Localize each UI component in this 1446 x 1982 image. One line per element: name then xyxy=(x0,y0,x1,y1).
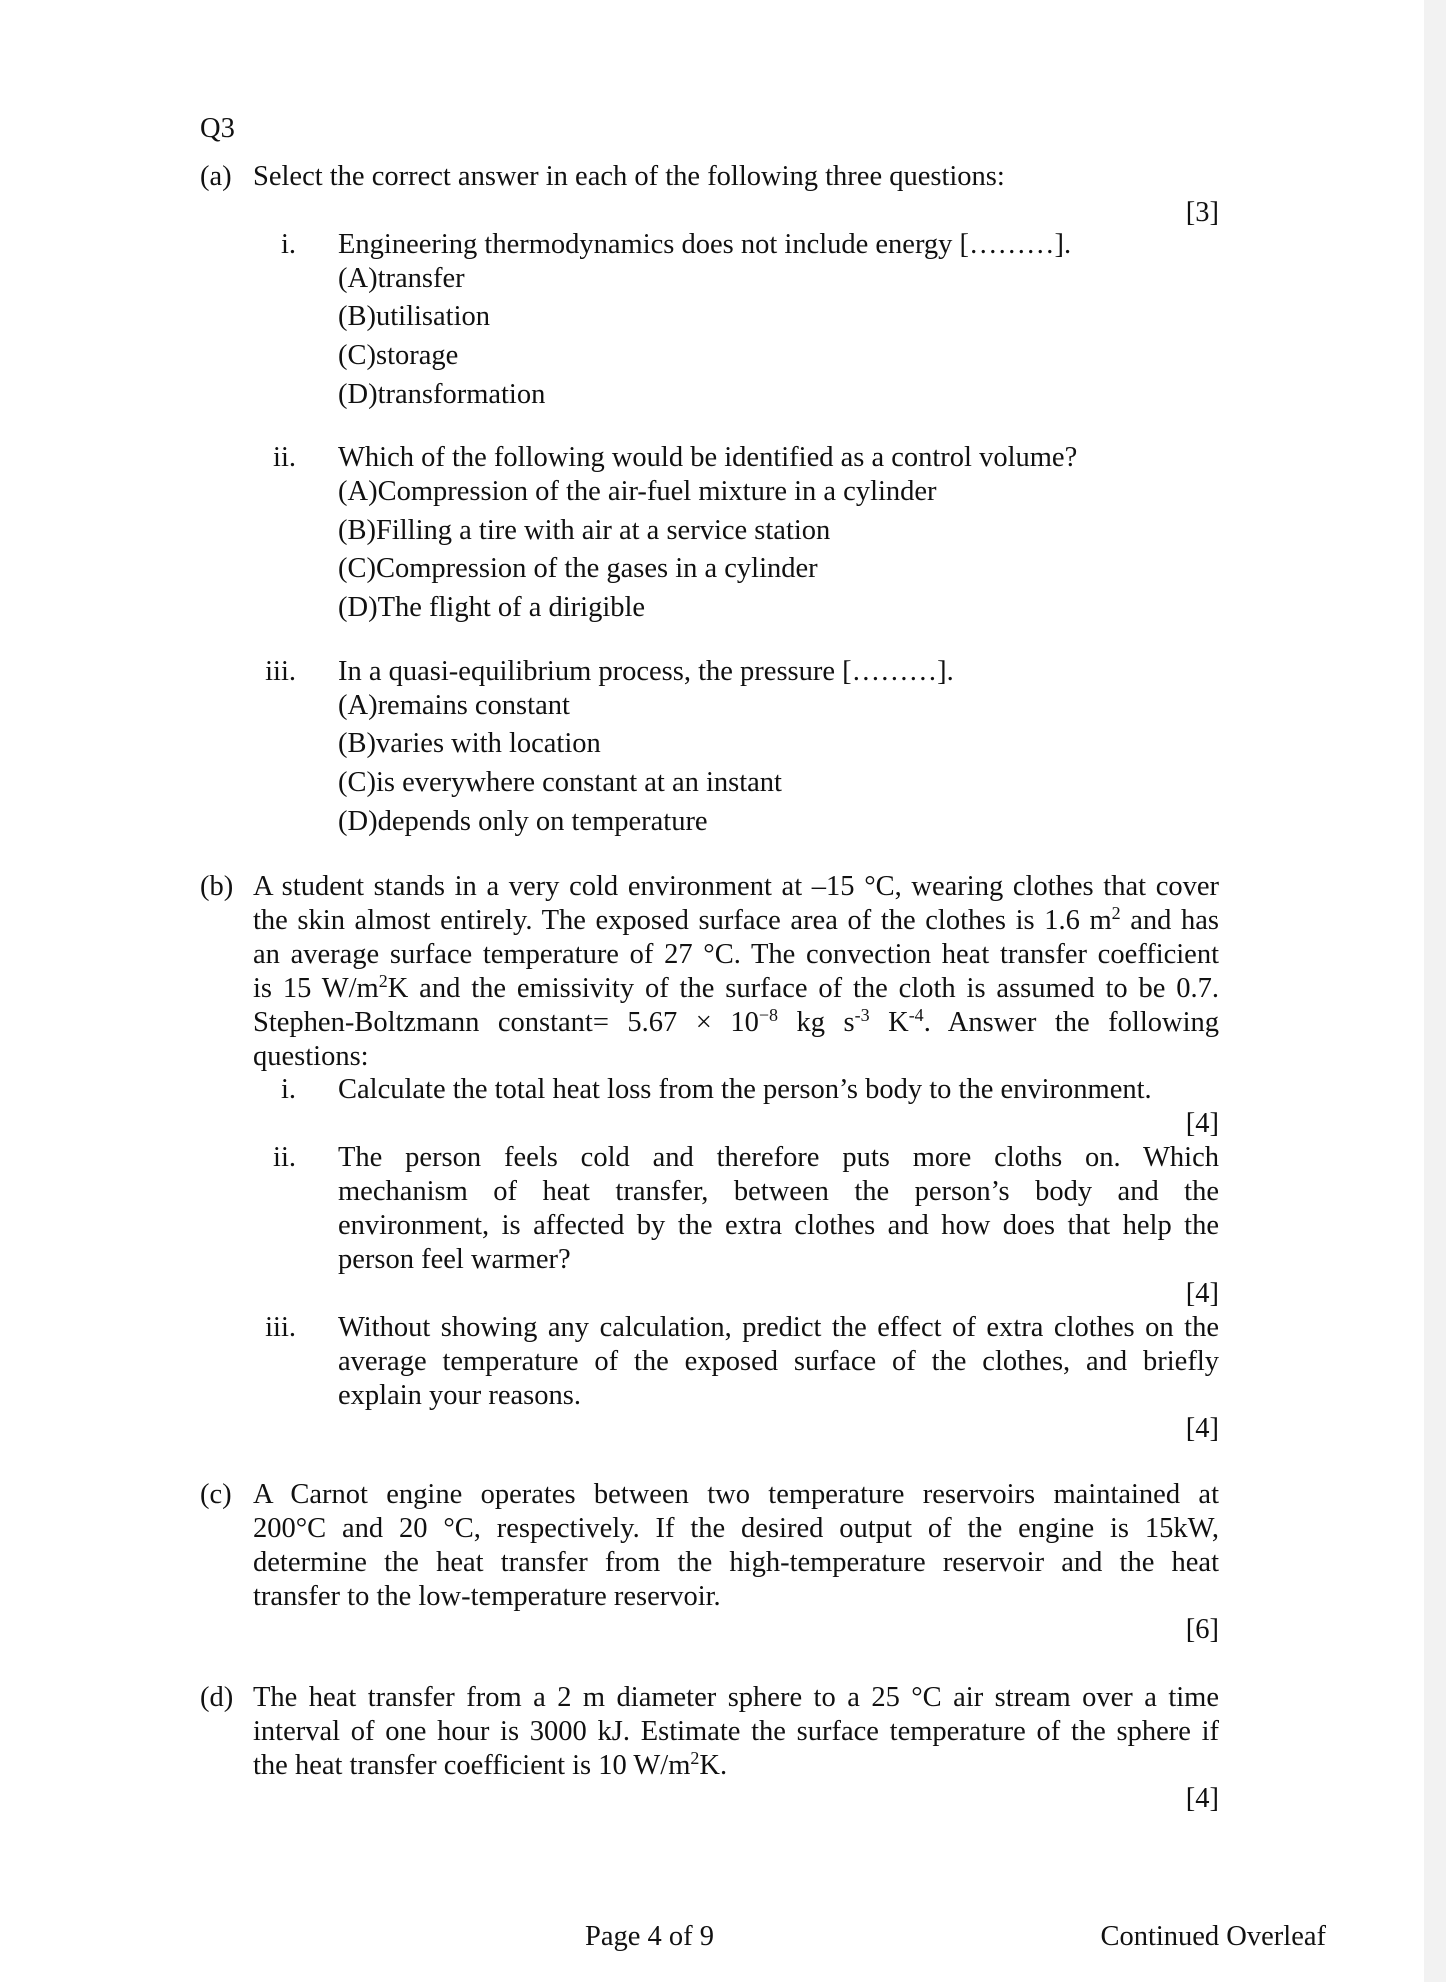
part-a-stem: Select the correct answer in each of the following three questions: xyxy=(253,161,1005,192)
a-q3-option-c: (C)is everywhere constant at an instant xyxy=(338,767,782,798)
a-q3-option-d: (D)depends only on temperature xyxy=(338,806,708,837)
part-b-label: (b) xyxy=(200,871,234,902)
b-q1-marks: [4] xyxy=(1185,1108,1219,1139)
b-q3-number: iii. xyxy=(265,1312,296,1343)
a-q1-option-a: (A)transfer xyxy=(338,263,465,294)
b-q2-number: ii. xyxy=(273,1142,296,1173)
part-b-line-2: the skin almost entirely. The exposed surface area of the clothes is 1.6 $m^2$ and has xyxy=(253,903,1220,936)
a-q1-number: i. xyxy=(280,229,296,260)
b-q3-text: Without showing any calculation, predict the effect of extra clothes on the average temperature of the exposed surface of the clothes, and briefly explain your reasons. xyxy=(338,1312,1219,1411)
a-q1-option-b: (B)utilisation xyxy=(338,301,490,332)
a-q2-option-c: (C)Compression of the gases in a cylinder xyxy=(338,553,818,584)
part-d-marks: [4] xyxy=(1185,1783,1219,1814)
b-q1-text: Calculate the total heat loss from the person’s body to the environment. xyxy=(338,1074,1152,1105)
question-label: Q3 xyxy=(200,113,235,144)
a-q2-option-a: (A)Compression of the air-fuel mixture in a cylinder xyxy=(338,476,937,507)
part-c-label: (c) xyxy=(200,1479,232,1510)
b-q2-marks: [4] xyxy=(1185,1278,1219,1309)
a-q2-option-d: (D)The flight of a dirigible xyxy=(338,592,646,623)
a-q3-text: In a quasi-equilibrium process, the pressure [………]. xyxy=(338,656,954,687)
part-c-paragraph: A Carnot engine operates between two temperature reservoirs maintained at 200°C and 20 °C, respectively. If the desired output of the engine is 15kW, determine the heat transfer from the high-temperature reservoir and the heat transfer to the low-temperature reservoir. xyxy=(253,1479,1219,1612)
part-a-label: (a) xyxy=(200,161,232,192)
part-d-label: (d) xyxy=(200,1682,234,1713)
page-number: Page 4 of 9 xyxy=(585,1921,715,1952)
a-q2-text: Which of the following would be identified as a control volume? xyxy=(338,442,1078,473)
part-b-line-1: A student stands in a very cold environment at –15 °C, wearing clothes that cover xyxy=(253,871,1219,902)
continued-overleaf: Continued Overleaf xyxy=(1100,1921,1326,1952)
part-b-line-3: an average surface temperature of 27 °C. The convection heat transfer coefficient xyxy=(253,939,1219,970)
a-q3-number: iii. xyxy=(265,656,296,687)
a-q1-option-c: (C)storage xyxy=(338,340,459,371)
a-q3-option-a: (A)remains constant xyxy=(338,690,570,721)
part-b-line-4: is 15 $W/m^2K$ and the emissivity of the surface of the cloth is assumed to be 0.7. xyxy=(253,971,1220,1004)
part-c-marks: [6] xyxy=(1185,1614,1219,1645)
part-d-paragraph: The heat transfer from a 2 m diameter sphere to a 25 °C air stream over a time interval of one hour is 3000 kJ. Estimate the surface temperature of the sphere if the heat transfer coefficient is 10 $W/m^2K$. xyxy=(253,1682,1219,1781)
part-b-line-6: questions: xyxy=(253,1041,369,1072)
part-a-marks: [3] xyxy=(1185,197,1219,228)
a-q3-option-b: (B)varies with location xyxy=(338,728,601,759)
b-q1-number: i. xyxy=(280,1074,296,1105)
a-q2-option-b: (B)Filling a tire with air at a service station xyxy=(338,515,831,546)
a-q2-number: ii. xyxy=(273,442,296,473)
b-q2-text: The person feels cold and therefore puts more cloths on. Which mechanism of heat transfer, between the person’s body and the environment, is affected by the extra clothes and how does that help the person feel warmer? xyxy=(338,1142,1219,1275)
a-q1-option-d: (D)transformation xyxy=(338,379,546,410)
a-q1-text: Engineering thermodynamics does not include energy [………]. xyxy=(338,229,1072,260)
b-q3-marks: [4] xyxy=(1185,1413,1219,1444)
part-b-line-5: Stephen-Boltzmann constant= $5.67 \times 10^{-8}$ kg $s^{-3}$ $K^{-4}$. Answer the following xyxy=(253,1005,1220,1038)
part-b-paragraph xyxy=(253,870,1219,1074)
